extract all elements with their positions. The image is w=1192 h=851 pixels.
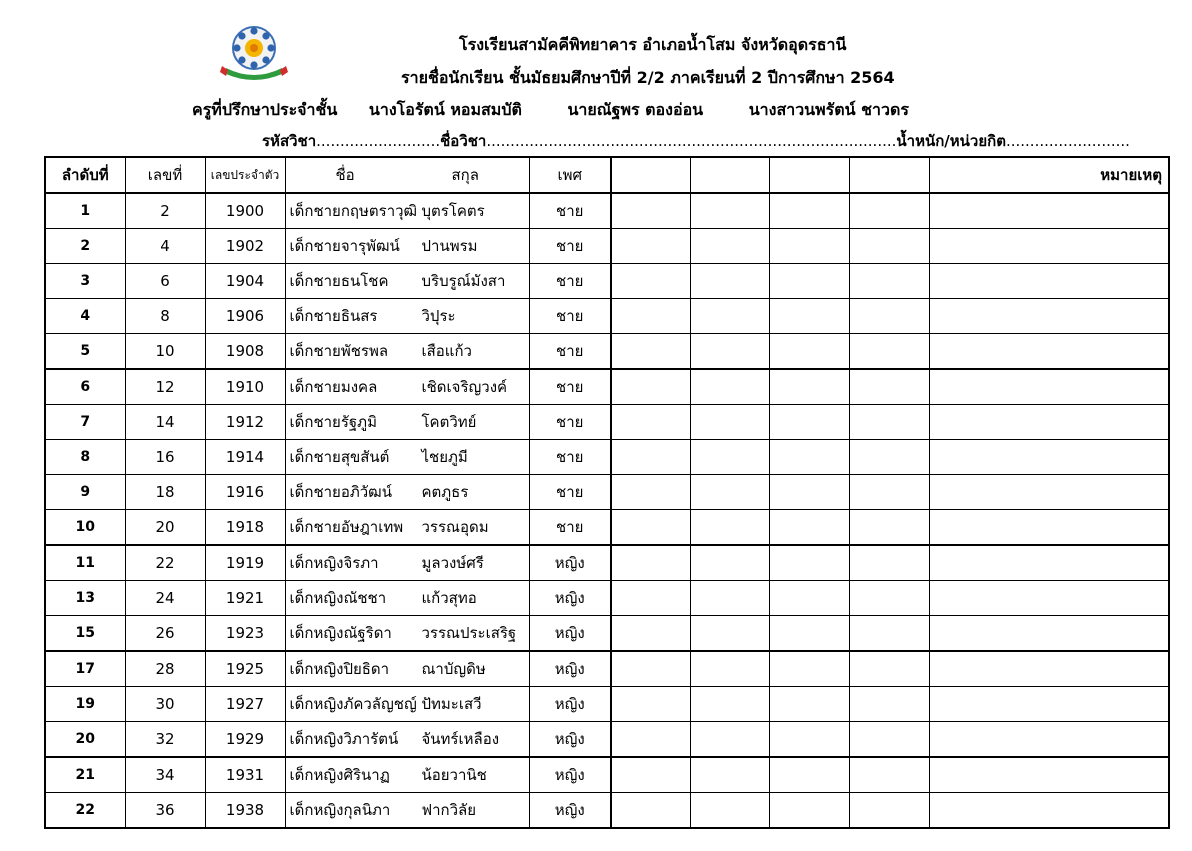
cell-number: 20 (125, 510, 205, 546)
blank-cell (849, 687, 929, 722)
cell-number: 10 (125, 334, 205, 370)
cell-surname: คตภูธร (421, 483, 469, 501)
cell-remark (929, 264, 1169, 299)
cell-gender: ชาย (529, 264, 611, 299)
cell-remark (929, 440, 1169, 475)
cell-surname: ปัทมะเสวี (421, 695, 482, 713)
cell-student-id: 1919 (205, 545, 285, 581)
cell-number: 8 (125, 299, 205, 334)
advisor-label: ครูที่ปรึกษาประจำชั้น (192, 100, 338, 119)
cell-full-name (285, 334, 529, 370)
cell-full-name (285, 510, 529, 546)
blank-cell (849, 722, 929, 758)
cell-student-id: 1914 (205, 440, 285, 475)
table-row (45, 369, 1169, 405)
cell-first-name: เด็กหญิงจิรภา (289, 554, 379, 572)
blank-cell (849, 793, 929, 829)
cell-order: 17 (45, 651, 125, 687)
cell-surname: ณาบัญดิษ (421, 660, 486, 678)
school-logo-icon (218, 22, 290, 86)
cell-first-name: เด็กชายธินสร (289, 307, 378, 325)
cell-remark (929, 334, 1169, 370)
cell-remark (929, 616, 1169, 652)
cell-number: 36 (125, 793, 205, 829)
cell-full-name (285, 369, 529, 405)
cell-gender: ชาย (529, 475, 611, 510)
blank-cell (611, 475, 690, 510)
cell-order: 19 (45, 687, 125, 722)
cell-full-name (285, 193, 529, 229)
cell-order: 22 (45, 793, 125, 829)
blank-cell (849, 475, 929, 510)
blank-cell (849, 264, 929, 299)
blank-cell (690, 193, 769, 229)
blank-cell (611, 229, 690, 264)
blank-cell (690, 616, 769, 652)
cell-order: 11 (45, 545, 125, 581)
blank-cell (849, 405, 929, 440)
cell-first-name: เด็กหญิงณัชชา (289, 589, 387, 607)
cell-order: 3 (45, 264, 125, 299)
blank-cell (769, 369, 849, 405)
cell-student-id: 1927 (205, 687, 285, 722)
school-title: โรงเรียนสามัคคีพิทยาคาร อำเภอน้ำโสม จังหวัดอุดรธานี (459, 35, 847, 54)
blank-cell (690, 793, 769, 829)
cell-surname: แก้วสุทอ (421, 589, 477, 607)
cell-first-name: เด็กหญิงวิภารัตน์ (289, 730, 399, 748)
cell-order: 6 (45, 369, 125, 405)
cell-remark (929, 793, 1169, 829)
cell-first-name: เด็กชายมงคล (289, 378, 378, 396)
cell-student-id: 1910 (205, 369, 285, 405)
blank-cell (769, 687, 849, 722)
blank-cell (849, 369, 929, 405)
blank-col-header (769, 157, 849, 193)
cell-surname: มูลวงษ์ศรี (421, 554, 484, 572)
cell-surname: วรรณอุดม (421, 518, 489, 536)
blank-cell (690, 264, 769, 299)
cell-full-name (285, 475, 529, 510)
cell-first-name: เด็กหญิงกุลนิภา (289, 801, 391, 819)
col-header-order: ลำดับที่ (45, 157, 125, 193)
cell-first-name: เด็กหญิงภัควลัญชญ์ (289, 695, 417, 713)
blank-cell (769, 264, 849, 299)
blank-cell (690, 475, 769, 510)
cell-order: 1 (45, 193, 125, 229)
blank-cell (690, 581, 769, 616)
cell-remark (929, 405, 1169, 440)
blank-cell (769, 581, 849, 616)
cell-student-id: 1925 (205, 651, 285, 687)
table-row (45, 687, 1169, 722)
cell-surname: โคตวิทย์ (421, 413, 477, 431)
cell-gender: หญิง (529, 581, 611, 616)
cell-remark (929, 722, 1169, 758)
cell-student-id: 1938 (205, 793, 285, 829)
blank-cell (611, 405, 690, 440)
cell-number: 26 (125, 616, 205, 652)
cell-gender: ชาย (529, 229, 611, 264)
cell-surname: วรรณประเสริฐ (421, 624, 517, 642)
cell-number: 6 (125, 264, 205, 299)
cell-first-name: เด็กหญิงณัฐริดา (289, 624, 392, 642)
cell-order: 10 (45, 510, 125, 546)
cell-remark (929, 369, 1169, 405)
cell-student-id: 1906 (205, 299, 285, 334)
advisor-line (192, 98, 909, 123)
cell-order: 21 (45, 757, 125, 793)
blank-cell (769, 616, 849, 652)
cell-surname: ฟากวิลัย (421, 801, 477, 819)
blank-cell (611, 581, 690, 616)
blank-cell (849, 545, 929, 581)
cell-order: 5 (45, 334, 125, 370)
cell-full-name (285, 545, 529, 581)
blank-cell (769, 545, 849, 581)
blank-cell (611, 722, 690, 758)
cell-surname: จันทร์เหลือง (421, 730, 500, 748)
advisor-name-1: นางโอรัตน์ หอมสมบัติ (368, 100, 522, 119)
blank-cell (611, 651, 690, 687)
col-header-first-name: ชื่อ (335, 166, 355, 184)
blank-cell (769, 405, 849, 440)
cell-surname: บุตรโคตร (421, 202, 485, 220)
cell-surname: ไชยภูมี (421, 448, 468, 466)
blank-cell (690, 510, 769, 546)
table-header-row (45, 157, 1169, 193)
credit-label: น้ำหนัก/หน่วยกิต (896, 132, 1006, 150)
col-header-remark: หมายเหตุ (929, 157, 1169, 193)
cell-order: 7 (45, 405, 125, 440)
cell-student-id: 1902 (205, 229, 285, 264)
blank-col-header (611, 157, 690, 193)
blank-cell (769, 510, 849, 546)
blank-cell (849, 334, 929, 370)
table-row (45, 405, 1169, 440)
cell-first-name: เด็กชายสุขสันต์ (289, 448, 390, 466)
table-row (45, 510, 1169, 546)
blank-cell (611, 334, 690, 370)
cell-full-name (285, 264, 529, 299)
cell-student-id: 1900 (205, 193, 285, 229)
cell-number: 12 (125, 369, 205, 405)
cell-full-name (285, 651, 529, 687)
cell-student-id: 1931 (205, 757, 285, 793)
blank-cell (611, 616, 690, 652)
blank-cell (690, 687, 769, 722)
cell-surname: เสือแก้ว (421, 342, 472, 360)
col-header-student-id: เลขประจำตัว (205, 157, 285, 193)
roster-body (45, 193, 1169, 828)
cell-remark (929, 475, 1169, 510)
cell-gender: หญิง (529, 616, 611, 652)
cell-full-name (285, 616, 529, 652)
cell-gender: หญิง (529, 793, 611, 829)
subject-code-label: รหัสวิชา (262, 132, 317, 150)
blank-cell (769, 793, 849, 829)
blank-cell (769, 229, 849, 264)
cell-first-name: เด็กชายอภิวัฒน์ (289, 483, 392, 501)
cell-order: 20 (45, 722, 125, 758)
blank-cell (690, 405, 769, 440)
table-row (45, 616, 1169, 652)
cell-full-name (285, 722, 529, 758)
table-row (45, 299, 1169, 334)
table-row (45, 793, 1169, 829)
credit-blank: .......................... (1005, 132, 1130, 150)
blank-cell (849, 651, 929, 687)
cell-full-name (285, 793, 529, 829)
blank-cell (849, 581, 929, 616)
blank-cell (611, 440, 690, 475)
blank-cell (769, 722, 849, 758)
blank-cell (849, 757, 929, 793)
cell-first-name: เด็กชายรัฐภูมิ (289, 413, 377, 431)
cell-student-id: 1923 (205, 616, 285, 652)
cell-full-name (285, 440, 529, 475)
blank-cell (611, 193, 690, 229)
blank-cell (769, 299, 849, 334)
cell-number: 22 (125, 545, 205, 581)
table-row (45, 193, 1169, 229)
cell-surname: วิปุระ (421, 307, 456, 325)
cell-remark (929, 651, 1169, 687)
blank-cell (611, 510, 690, 546)
cell-number: 32 (125, 722, 205, 758)
subject-line (262, 129, 1130, 153)
cell-number: 14 (125, 405, 205, 440)
table-row (45, 475, 1169, 510)
cell-first-name: เด็กหญิงศิรินาฏ (289, 766, 390, 784)
cell-gender: ชาย (529, 405, 611, 440)
subject-code-blank: .......................... (316, 132, 441, 150)
cell-remark (929, 581, 1169, 616)
blank-cell (690, 651, 769, 687)
blank-cell (769, 651, 849, 687)
cell-full-name (285, 229, 529, 264)
cell-gender: หญิง (529, 757, 611, 793)
cell-gender: ชาย (529, 193, 611, 229)
cell-first-name: เด็กหญิงปิยธิดา (289, 660, 390, 678)
cell-number: 34 (125, 757, 205, 793)
col-header-number: เลขที่ (125, 157, 205, 193)
cell-remark (929, 193, 1169, 229)
table-row (45, 229, 1169, 264)
cell-gender: ชาย (529, 369, 611, 405)
blank-cell (849, 616, 929, 652)
cell-order: 13 (45, 581, 125, 616)
cell-number: 28 (125, 651, 205, 687)
blank-cell (769, 440, 849, 475)
cell-remark (929, 510, 1169, 546)
cell-first-name: เด็กชายจารุพัฒน์ (289, 237, 400, 255)
advisor-name-2: นายณัฐพร ตองอ่อน (567, 100, 704, 119)
cell-order: 9 (45, 475, 125, 510)
cell-remark (929, 229, 1169, 264)
cell-full-name (285, 581, 529, 616)
cell-full-name (285, 687, 529, 722)
cell-gender: หญิง (529, 722, 611, 758)
table-row (45, 757, 1169, 793)
blank-cell (611, 793, 690, 829)
cell-first-name: เด็กชายพัชรพล (289, 342, 389, 360)
cell-student-id: 1912 (205, 405, 285, 440)
blank-col-header (849, 157, 929, 193)
cell-gender: หญิง (529, 545, 611, 581)
blank-col-header (690, 157, 769, 193)
blank-cell (690, 545, 769, 581)
cell-full-name (285, 757, 529, 793)
blank-cell (849, 440, 929, 475)
cell-surname: ปานพรม (421, 237, 478, 255)
blank-cell (769, 757, 849, 793)
student-roster-table (44, 156, 1170, 829)
cell-student-id: 1929 (205, 722, 285, 758)
cell-surname: เชิดเจริญวงค์ (421, 378, 508, 396)
cell-number: 2 (125, 193, 205, 229)
cell-student-id: 1918 (205, 510, 285, 546)
blank-cell (769, 475, 849, 510)
cell-order: 15 (45, 616, 125, 652)
cell-number: 30 (125, 687, 205, 722)
table-row (45, 440, 1169, 475)
blank-cell (769, 193, 849, 229)
table-row (45, 334, 1169, 370)
cell-surname: น้อยวานิช (421, 766, 487, 784)
blank-cell (769, 334, 849, 370)
cell-full-name (285, 299, 529, 334)
col-header-gender: เพศ (529, 157, 611, 193)
blank-cell (690, 440, 769, 475)
blank-cell (849, 229, 929, 264)
blank-cell (849, 299, 929, 334)
cell-first-name: เด็กชายธนโชค (289, 272, 389, 290)
table-row (45, 722, 1169, 758)
cell-full-name (285, 405, 529, 440)
col-header-surname: สกุล (451, 166, 479, 184)
blank-cell (690, 299, 769, 334)
cell-remark (929, 687, 1169, 722)
cell-gender: ชาย (529, 334, 611, 370)
blank-cell (849, 193, 929, 229)
cell-remark (929, 299, 1169, 334)
cell-student-id: 1908 (205, 334, 285, 370)
blank-cell (611, 545, 690, 581)
subject-name-blank: ...................................................................................... (486, 132, 897, 150)
blank-cell (611, 687, 690, 722)
cell-gender: ชาย (529, 510, 611, 546)
cell-surname: บริบรูณ์มังสา (421, 272, 506, 290)
cell-student-id: 1904 (205, 264, 285, 299)
subject-name-label: ชื่อวิชา (440, 132, 487, 150)
cell-gender: หญิง (529, 687, 611, 722)
cell-order: 8 (45, 440, 125, 475)
cell-student-id: 1916 (205, 475, 285, 510)
cell-gender: ชาย (529, 299, 611, 334)
cell-order: 4 (45, 299, 125, 334)
cell-gender: ชาย (529, 440, 611, 475)
table-row (45, 545, 1169, 581)
cell-number: 18 (125, 475, 205, 510)
table-row (45, 581, 1169, 616)
cell-number: 4 (125, 229, 205, 264)
blank-cell (611, 757, 690, 793)
cell-number: 16 (125, 440, 205, 475)
roster-title: รายชื่อนักเรียน ชั้นมัธยมศึกษาปีที่ 2/2 ภาคเรียนที่ 2 ปีการศึกษา 2564 (401, 68, 895, 87)
blank-cell (611, 369, 690, 405)
advisor-name-3: นางสาวนพรัตน์ ชาวดร (748, 100, 909, 119)
blank-cell (690, 369, 769, 405)
cell-remark (929, 545, 1169, 581)
cell-order: 2 (45, 229, 125, 264)
blank-cell (690, 722, 769, 758)
table-row (45, 264, 1169, 299)
blank-cell (611, 264, 690, 299)
blank-cell (690, 757, 769, 793)
cell-remark (929, 757, 1169, 793)
table-row (45, 651, 1169, 687)
cell-first-name: เด็กชายกฤษตราวุฒิ (289, 202, 418, 220)
cell-first-name: เด็กชายอัษฎาเทพ (289, 518, 404, 536)
blank-cell (611, 299, 690, 334)
cell-gender: หญิง (529, 651, 611, 687)
col-header-name (285, 157, 529, 193)
blank-cell (849, 510, 929, 546)
blank-cell (690, 334, 769, 370)
cell-number: 24 (125, 581, 205, 616)
blank-cell (690, 229, 769, 264)
cell-student-id: 1921 (205, 581, 285, 616)
